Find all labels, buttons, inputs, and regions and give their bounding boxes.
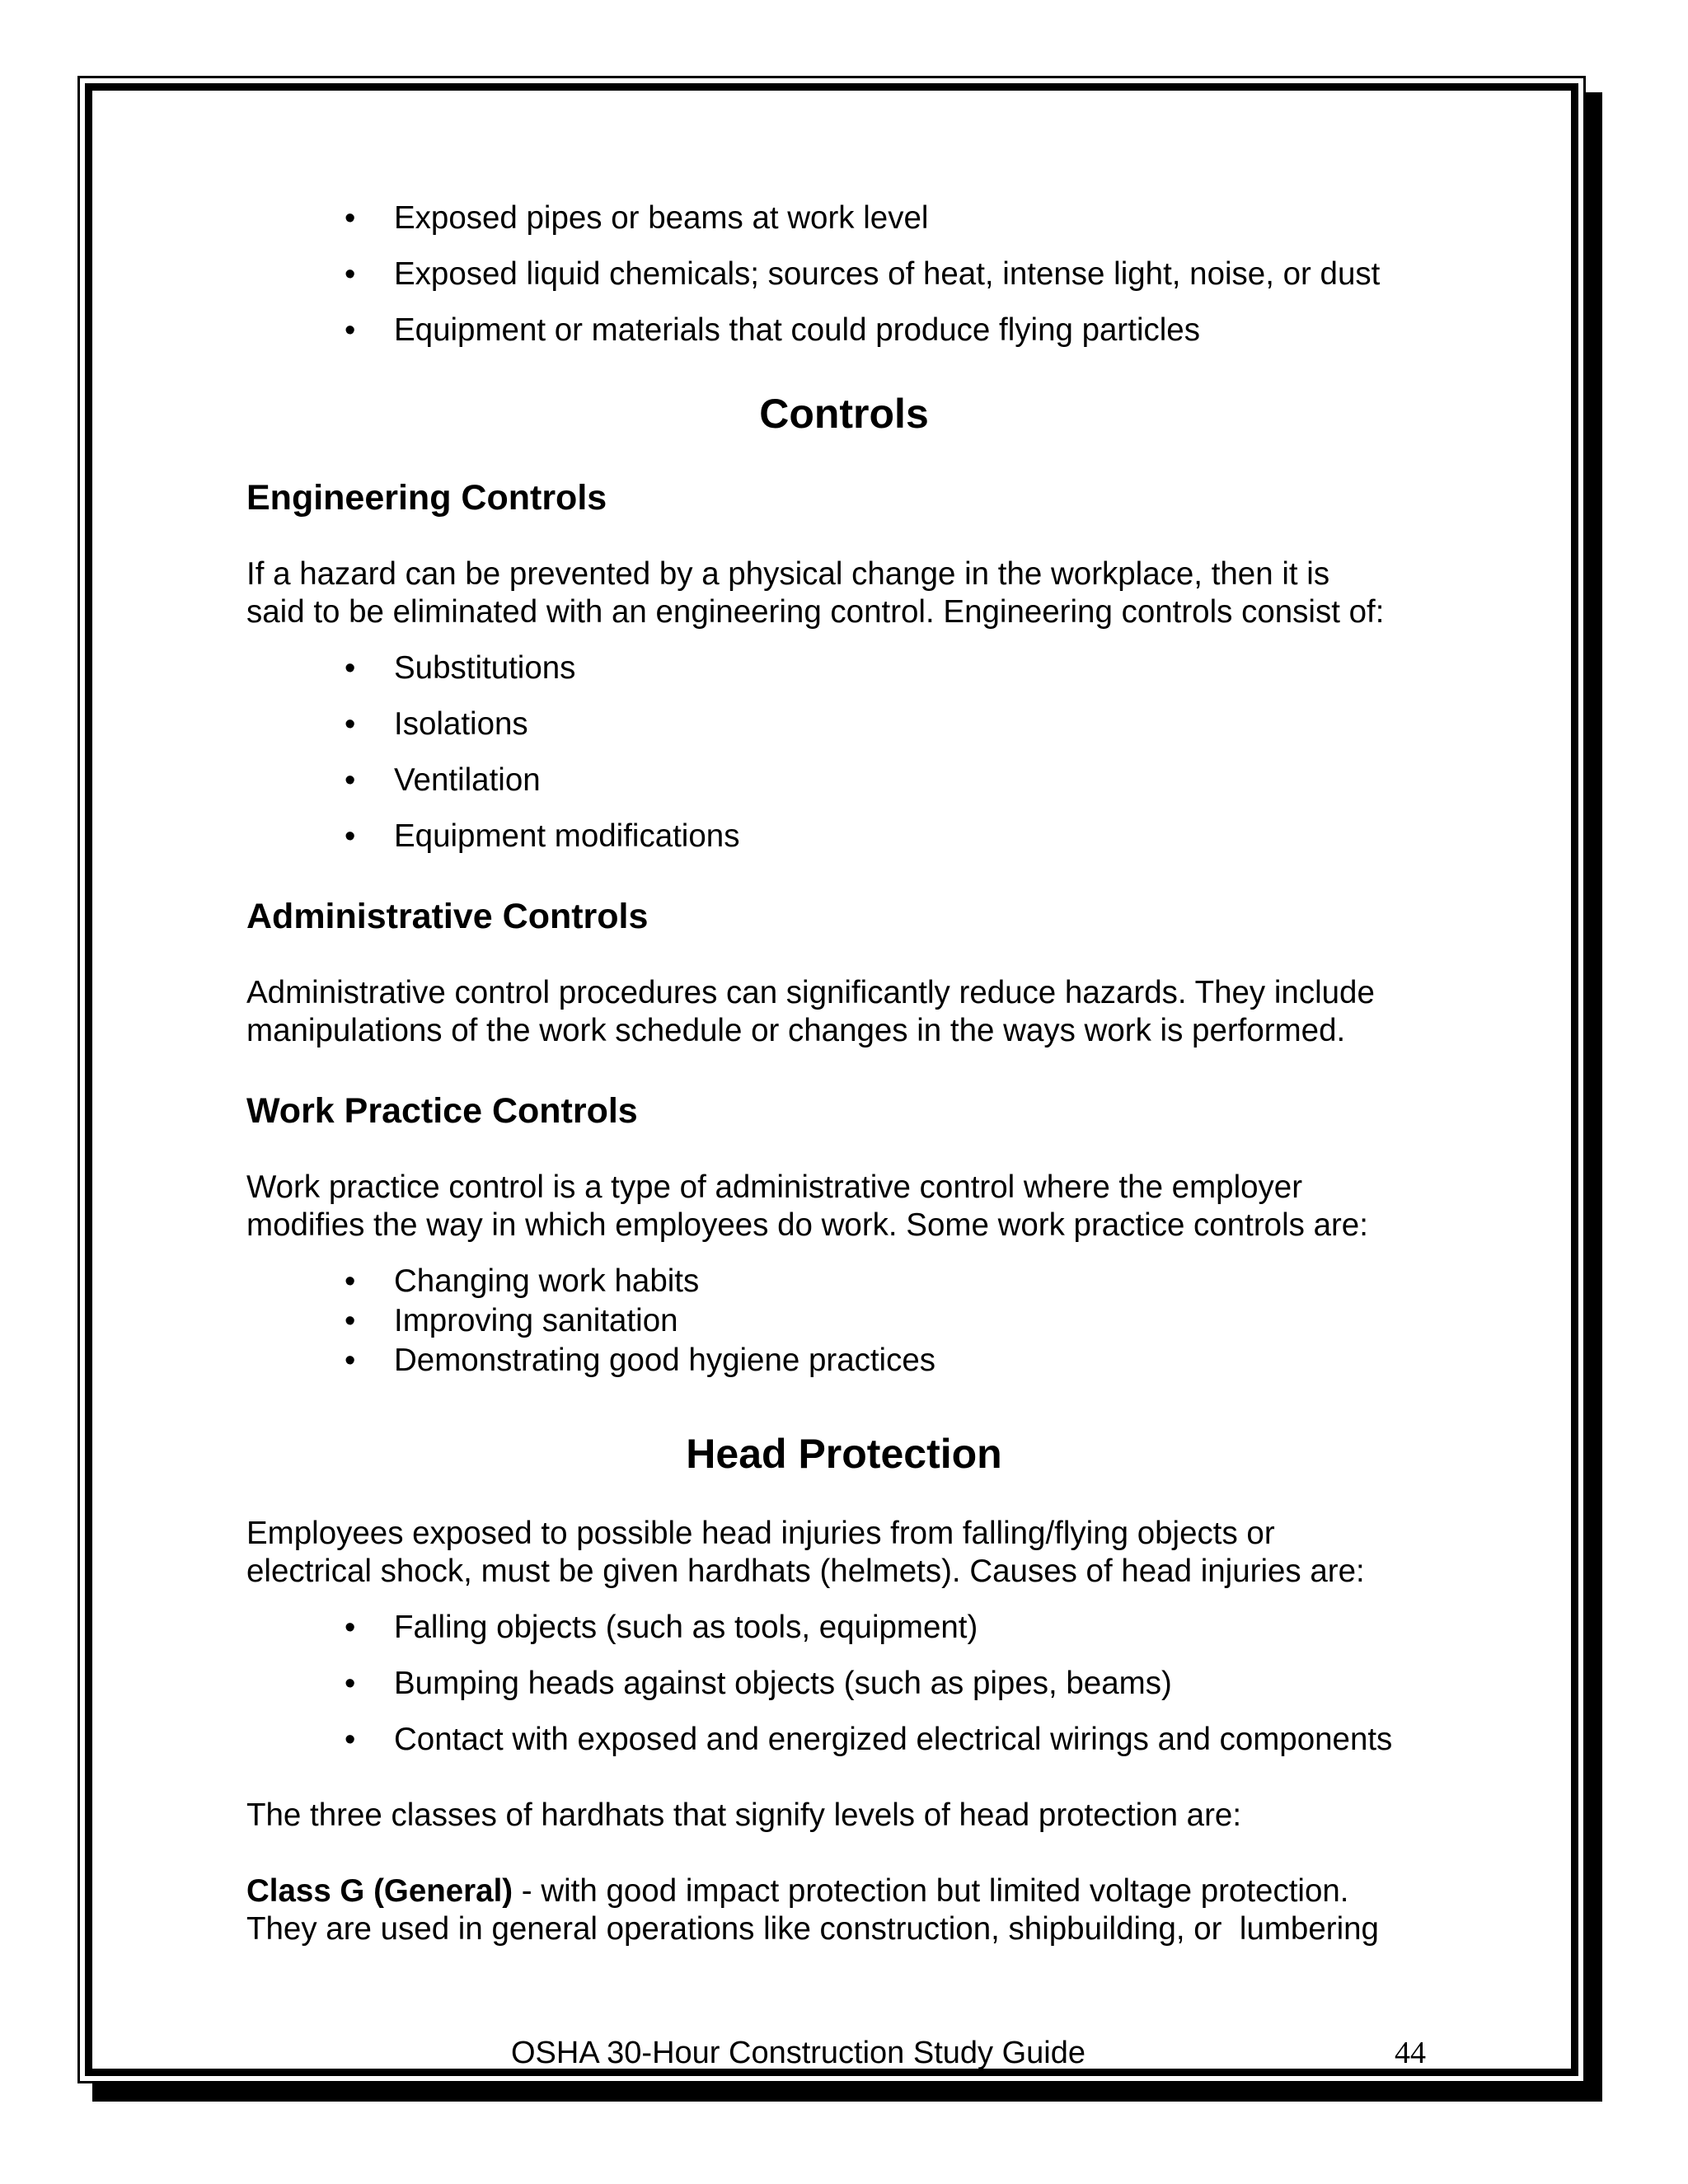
list-item-text: Bumping heads against objects (such as pipes, beams): [394, 1666, 1172, 1701]
class-g-label: Class G (General): [246, 1873, 513, 1909]
list-item-text: Exposed pipes or beams at work level: [394, 200, 929, 236]
list-item-text: Substitutions: [394, 650, 576, 686]
bullet-icon: •: [345, 1304, 356, 1338]
bullet-icon: •: [345, 1343, 356, 1378]
bullet-icon: •: [345, 707, 356, 742]
engineering-controls-text-line: said to be eliminated with an engineering control. Engineering controls consist of:: [246, 594, 1385, 630]
bullet-icon: •: [345, 651, 356, 686]
class-g-description: - with good impact protection but limited voltage protection.: [513, 1873, 1349, 1909]
list-item-text: Equipment or materials that could produce flying particles: [394, 312, 1200, 348]
list-item-text: Falling objects (such as tools, equipment): [394, 1610, 978, 1645]
bullet-icon: •: [345, 257, 356, 292]
controls-title: Controls: [759, 391, 929, 437]
hardhat-classes-intro: The three classes of hardhats that signify levels of head protection are:: [246, 1797, 1242, 1833]
administrative-controls-text-line: manipulations of the work schedule or changes in the ways work is performed.: [246, 1013, 1346, 1048]
bullet-icon: •: [345, 1264, 356, 1299]
administrative-controls-heading: Administrative Controls: [246, 897, 649, 936]
page-footer: [0, 2034, 1688, 2075]
work-practice-controls-heading: Work Practice Controls: [246, 1091, 638, 1131]
class-g-text-line: They are used in general operations like construction, shipbuilding, or lumbering: [246, 1911, 1379, 1947]
footer-title: OSHA 30-Hour Construction Study Guide: [511, 2036, 1086, 2070]
list-item-text: Demonstrating good hygiene practices: [394, 1343, 936, 1378]
bullet-icon: •: [345, 1610, 356, 1645]
page-number: 44: [1395, 2036, 1426, 2070]
list-item-text: Isolations: [394, 706, 528, 742]
list-item-text: Ventilation: [394, 762, 541, 798]
class-g-text-line: [246, 1872, 1348, 1910]
work-practice-controls-text-line: modifies the way in which employees do work. Some work practice controls are:: [246, 1207, 1368, 1243]
head-protection-text-line: electrical shock, must be given hardhats (helmets). Causes of head injuries are:: [246, 1554, 1365, 1589]
engineering-controls-text-line: If a hazard can be prevented by a physical change in the workplace, then it is: [246, 556, 1330, 592]
list-item-text: Equipment modifications: [394, 818, 740, 854]
bullet-icon: •: [345, 1722, 356, 1757]
bullet-icon: •: [345, 313, 356, 348]
bullet-icon: •: [345, 201, 356, 236]
head-protection-text-line: Employees exposed to possible head injuries from falling/flying objects or: [246, 1516, 1275, 1551]
bullet-icon: •: [345, 819, 356, 854]
list-item-text: Contact with exposed and energized electrical wirings and components: [394, 1722, 1393, 1757]
bullet-icon: •: [345, 763, 356, 798]
administrative-controls-text-line: Administrative control procedures can significantly reduce hazards. They include: [246, 975, 1375, 1010]
head-protection-title: Head Protection: [686, 1431, 1002, 1477]
work-practice-controls-text-line: Work practice control is a type of administrative control where the employer: [246, 1169, 1303, 1205]
list-item-text: Changing work habits: [394, 1263, 700, 1299]
engineering-controls-heading: Engineering Controls: [246, 478, 607, 518]
list-item-text: Exposed liquid chemicals; sources of heat, intense light, noise, or dust: [394, 256, 1381, 292]
list-item-text: Improving sanitation: [394, 1303, 678, 1338]
bullet-icon: •: [345, 1666, 356, 1701]
